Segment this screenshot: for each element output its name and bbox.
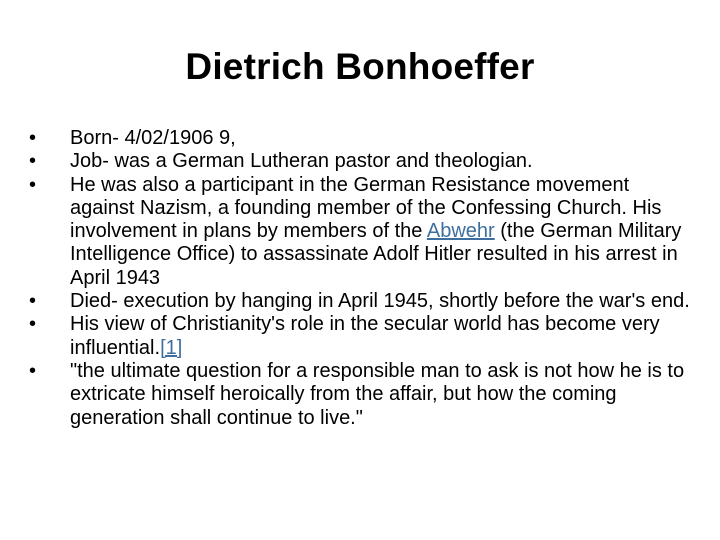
bullet-text: (the German Military Intelligence Office) to assassinate Adolf Hitler resulted in his arrest in April 1943 <box>70 220 682 289</box>
bullet-icon: • <box>29 290 37 313</box>
bullet-text: "the ultimate question for a responsible man to ask is not how he is to extricate himself heroically from the affair, but how the coming generation shall continue to live." <box>70 359 685 429</box>
bullet-died <box>29 290 699 313</box>
bullet-icon: • <box>29 173 37 196</box>
bullet-text: He was also a participant in the German Resistance movement against Nazism, a founding member of the Confessing Church. His involvement in plans by members of the <box>70 173 662 243</box>
bullet-job <box>29 150 699 173</box>
abwehr-link[interactable]: Abwehr <box>426 220 495 243</box>
bullet-quote <box>29 360 699 430</box>
bullet-icon: • <box>29 313 37 336</box>
bullet-resistance <box>29 174 699 290</box>
bullet-icon: • <box>29 150 37 173</box>
bullet-icon: • <box>29 359 37 382</box>
bullet-list <box>29 127 699 430</box>
citation-link[interactable]: [1] <box>160 336 183 359</box>
bullet-text: His view of Christianity's role in the secular world has become very influential. <box>70 313 660 359</box>
bullet-view <box>29 313 699 360</box>
bullet-text: Job- was a German Lutheran pastor and theologian. <box>70 150 533 173</box>
bullet-text: Born- 4/02/1906 9, <box>70 127 236 149</box>
bullet-text: Died- execution by hanging in April 1945, shortly before the war's end. <box>70 290 690 313</box>
bullet-born <box>29 127 699 150</box>
bullet-icon: • <box>29 127 37 149</box>
slide-title: Dietrich Bonhoeffer <box>185 46 535 87</box>
